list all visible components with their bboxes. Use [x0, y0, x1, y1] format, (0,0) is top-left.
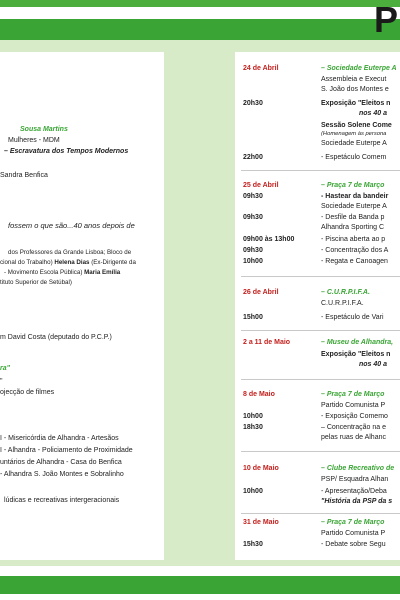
left-line: cional do Trabalho) Helena Dias (Ex-Dirigente da	[0, 259, 136, 266]
left-line: - Movimento Escola Pública) Maria Emília	[4, 269, 121, 276]
left-line: dos Professores da Grande Lisboa; Bloco de	[8, 249, 132, 256]
right-column	[235, 52, 400, 560]
event-line: - Exposição Comemo	[321, 413, 388, 420]
event-time: 18h30	[243, 424, 263, 431]
header-band	[0, 19, 400, 40]
event-time: 09h00 às 13h00	[243, 236, 295, 243]
event-line: - Espetáculo de Vari	[321, 314, 384, 321]
event-line: Exposição "Eleitos n	[321, 100, 391, 107]
top-gap	[0, 7, 400, 19]
event-date: 2 a 11 de Maio	[243, 339, 291, 346]
left-line: Sousa Martins	[20, 126, 68, 133]
event-line: C.U.R.P.I.F.A.	[321, 300, 364, 307]
event-line: – Concentração na e	[321, 424, 386, 431]
left-line: "	[0, 378, 3, 385]
left-line: I - Misericórdia de Alhandra - Artesãos	[0, 435, 119, 442]
event-line: Sessão Solene Come	[321, 122, 392, 129]
separator	[241, 276, 400, 277]
header-letter: P	[373, 0, 398, 40]
separator	[241, 170, 400, 171]
event-line: Sociedade Euterpe A	[321, 203, 387, 210]
event-line: Assembleia e Execut	[321, 76, 387, 83]
event-line: Sociedade Euterpe A	[321, 140, 387, 147]
event-time: 15h30	[243, 541, 263, 548]
bottom-gap	[0, 566, 400, 576]
event-date: 8 de Maio	[243, 391, 275, 398]
event-line: - Espetáculo Comem	[321, 154, 387, 161]
event-place: – Museu de Alhandra,	[321, 339, 394, 346]
footer-band	[0, 576, 400, 594]
event-time: 10h00	[243, 413, 263, 420]
left-line: Mulheres - MDM	[8, 137, 60, 144]
left-line: Sandra Benfica	[0, 172, 48, 179]
event-place: – Clube Recreativo de	[321, 465, 395, 472]
left-line: untários de Alhandra - Casa do Benfica	[0, 459, 122, 466]
event-date: 25 de Abril	[243, 182, 279, 189]
event-line: - Concentração dos A	[321, 247, 389, 254]
event-place: – C.U.R.P.I.F.A.	[321, 289, 370, 296]
event-line: - Desfile da Banda p	[321, 214, 385, 221]
event-date: 10 de Maio	[243, 465, 279, 472]
separator	[241, 451, 400, 452]
left-line: – Escravatura dos Tempos Modernos	[4, 148, 129, 155]
event-line: - Debate sobre Segu	[321, 541, 386, 548]
event-date: 31 de Maio	[243, 519, 279, 526]
left-line: m David Costa (deputado do P.C.P.)	[0, 334, 112, 341]
event-place: – Sociedade Euterpe A	[321, 65, 397, 72]
event-line: S. João dos Montes e	[321, 86, 389, 93]
event-line: (Homenagem às persona	[321, 131, 387, 137]
event-line: Partido Comunista P	[321, 402, 386, 409]
event-place: – Praça 7 de Março	[321, 391, 385, 398]
bottom-stripe	[0, 594, 400, 600]
left-column	[0, 52, 164, 560]
event-date: 24 de Abril	[243, 65, 279, 72]
event-line: - Regata e Canoagen	[321, 258, 388, 265]
event-line: Partido Comunista P	[321, 530, 386, 537]
event-place: – Praça 7 de Março	[321, 182, 385, 189]
left-line: tituto Superior de Setúbal)	[0, 279, 72, 286]
event-line: nos 40 a	[359, 110, 388, 117]
event-line: PSP/ Esquadra Alhan	[321, 476, 389, 483]
event-time: 09h30	[243, 247, 263, 254]
event-time: 22h00	[243, 154, 263, 161]
separator	[241, 513, 400, 514]
event-line: nos 40 a	[359, 361, 388, 368]
left-line: ra"	[0, 365, 10, 372]
event-line: Alhandra Sporting C	[321, 224, 385, 231]
event-time: 20h30	[243, 100, 263, 107]
left-line: lúdicas e recreativas intergeracionais	[4, 497, 120, 504]
event-time: 09h30	[243, 193, 263, 200]
event-line: - Piscina aberta ao p	[321, 236, 386, 243]
left-line: - Alhandra S. João Montes e Sobralinho	[0, 471, 124, 478]
event-time: 10h00	[243, 488, 263, 495]
separator	[241, 379, 400, 380]
event-line: pelas ruas de Alhanc	[321, 434, 386, 441]
event-line: "História da PSP da s	[321, 498, 393, 505]
event-line: - Apresentação/Deba	[321, 488, 387, 495]
event-line: - Hastear da bandeir	[321, 193, 389, 200]
event-time: 10h00	[243, 258, 263, 265]
left-line: ojecção de filmes	[0, 389, 55, 396]
event-time: 09h30	[243, 214, 263, 221]
event-line: Exposição "Eleitos n	[321, 351, 391, 358]
left-line: I - Alhandra - Policiamento de Proximidade	[0, 447, 133, 454]
event-date: 26 de Abril	[243, 289, 279, 296]
separator	[241, 330, 400, 331]
left-line: fossem o que são...40 anos depois de	[8, 221, 135, 230]
top-stripe	[0, 0, 400, 7]
event-time: 15h00	[243, 314, 263, 321]
event-place: – Praça 7 de Março	[321, 519, 385, 526]
